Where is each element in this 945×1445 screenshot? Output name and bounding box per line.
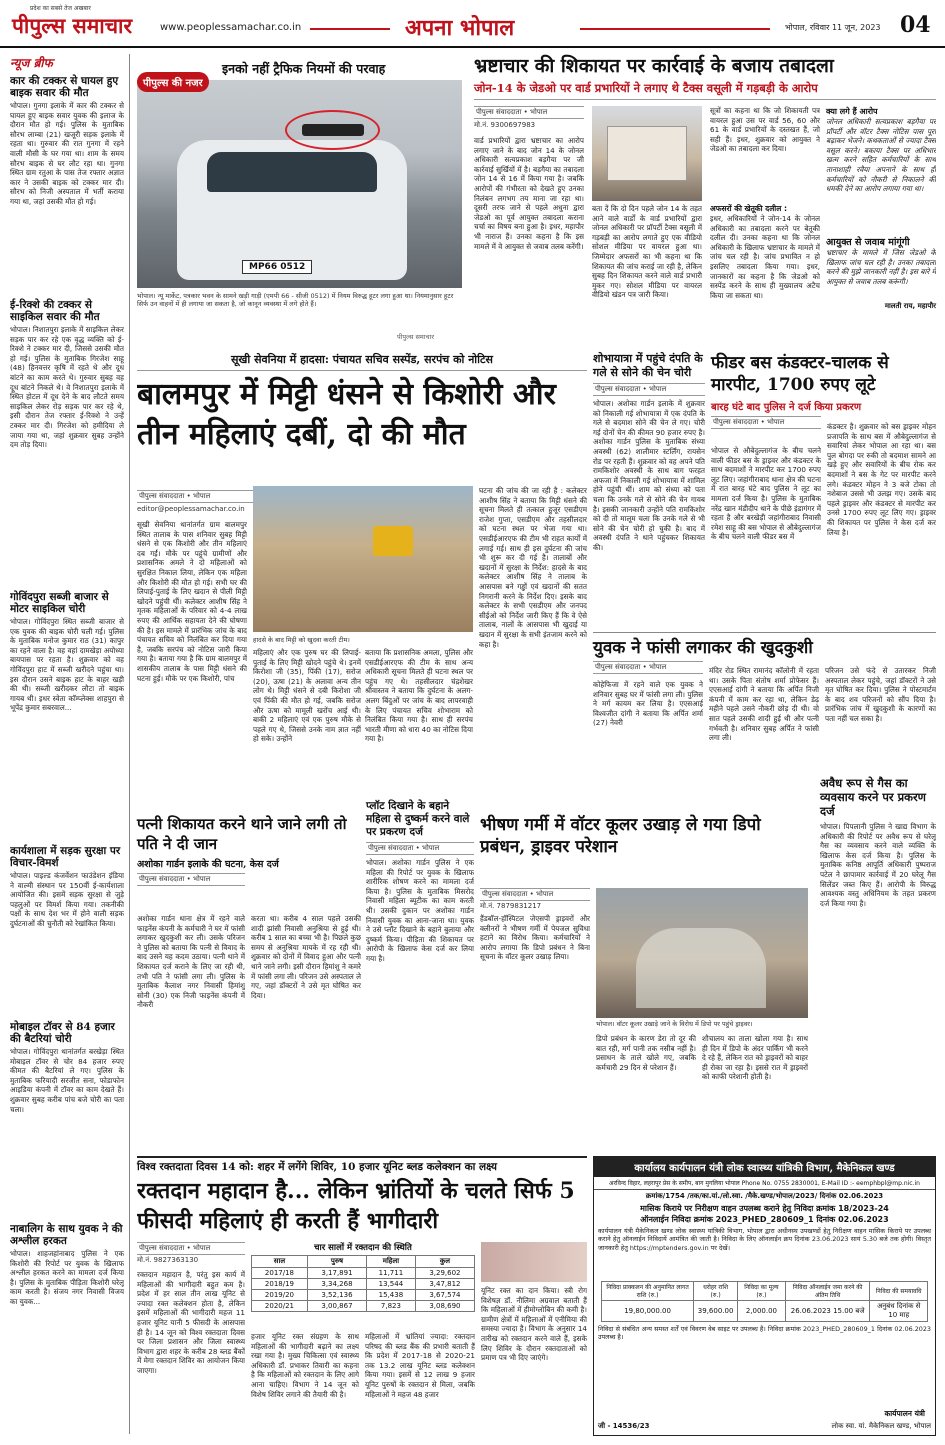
newspaper-logo: पीपुल्स समाचार [12,13,133,38]
chain-theft-text: भोपाल। अशोका गार्डन इलाके में शुक्रवार को निकाली गई शोभायात्रा में एक दंपति के गले से बदमाश सोने की चेन ले गए। चोरी गई दोनों चेन की कीमत 90 हजार रुपए है। अशोका गार्डन पुलिस के मुताबिक संध्या अवस्थी (62) शालीमार स्टर्लिंग, रायसेन रोड पर रहती हैं। शुक्रवार को वह अपने पति रामकिशोर अवस्थी के साथ बाग फरहत अफजा में निकाली गई शोभायात्रा में शामिल होने पहुंची थीं। शाम को संध्या को पता चला कि उनके गले से सोने की चेन गायब है। इसकी जानकारी उन्होंने पति रामकिशोर को दी तो मालूम चला कि उनके गले से भी सोने की चेन चोरी हो चुकी है। बाद में अवस्थी दंपति ने थाने पहुंचकर शिकायत की। [593,399,705,552]
blood-col-1: रक्तदान महादान है, परंतु इस कार्य में महिलाओं की भागीदारी बहुत कम है। प्रदेश में हर साल तीन लाख यूनिट से ज्यादा रक्त कलेक्शन होता है, लेकिन इसमें महिलाओं की भागीदारी महज 11 हजार यूनिट यानी 5 फीसदी के आसपास ही है। 14 जून को विश्व रक्तदाता दिवस पर जिला प्रशासन और जिला स्वास्थ्य विभाग द्वारा शहर के करीब 28 ब्लड बैंकों में मेगा रक्तदान शिविर का आयोजन किया जाएगा। [137,1270,245,1375]
news-brief-column [10,54,130,1434]
chain-theft-story [593,352,705,627]
blood-byline: पीपुल्स संवाददाता • भोपाल [137,1242,245,1255]
brief-body-1: भोपाल। गुनगा इलाके में कार की टक्कर से घायल हुए बाइक सवार युवक की इलाज के दौरान मौत हो गई। पुलिस के मुताबिक सौरभ लाम्बा (21) खजूरी सड़क इलाके में रहता था। गुरुवार की रात गुनगा में रहने वाली मौसी के घर गया था। शाम के समय सौरभ बाइक से घर लौट रहा था। गुनगा स्थित ग्राम रतुआ के पास तेज रफ्तार अज्ञात कार ने उसकी बाइक को टक्कर मार दी। सौरभ को निजी अस्पताल में भर्ती कराया गया था, जहां उसकी मौत हो गई। [10,101,124,206]
table-cell: 3,47,812 [415,1279,474,1290]
suicide-byline: पीपुल्स संवाददाता • भोपाल [593,661,703,674]
table-cell: 19,80,000.00 [601,1301,694,1322]
illegal-gas-headline: अवैध रूप से गैस का व्यवसाय करने पर प्रकरण दर्ज [820,776,926,818]
feeder-bus-story [711,352,936,627]
brief-body-2: भोपाल। निशातपुरा इलाके में साइकिल लेकर सड़क पार कर रहे एक वृद्ध व्यक्ति को ई-रिक्शे ने टक्कर मार दी, जिससे उसकी मौत हो गई। पुलिस के मुताबिक गिरजेश साहू (48) हिनवत्तर कृषि में रहते थे और दूध बांटने का काम करते थे। गुरुवार सुबह वह दूध बांटने निकले थे। वे निशातपुरा इलाके में स्थित होटल में दूध देने के बाद लौटते समय साइकिल लेकर रोड़ सड़क पार कर रहे थे, इसी दौरान तेज रफ्तार ई-रिक्शे ने उन्हें टक्कर मार दी। गिरजेश को हमीदिया ले जाया गया था, जहां शुक्रवार सुबह उन्होंने दम तोड़ दिया। [10,325,124,450]
lead-headline: बालमपुर में मिट्टी धंसने से किशोरी और तीन महिलाएं दबीं, दो की मौत [137,377,556,452]
corruption-col-3b: इधर, अधिकारियों ने जोन-14 के जोनल अधिकारी का तबादला करने पर बेतूकी दलील दी। उनका कहना था कि जोनल अधिकारी के खिलाफ भ्रष्टाचार के मामले में जांच चल रही है। जांच प्रभावित न हो इसलिए तबादला किया गया। इधर, जानकारों का कहना है कि जेडओ को सस्पेंड करने के साथ ही मुख्यालय अटैच किया जा सकता था। [710,214,820,300]
tender-signature-office: लोक स्वा. यां. मैकेनिकल खण्ड, भोपाल [831,1422,931,1430]
plot-text: भोपाल। अशोका गार्डन पुलिस ने एक महिला की रिपोर्ट पर युवक के खिलाफ शारीरिक शोषण करने का मामला दर्ज किया है। पुलिस के मुताबिक मिसरोद निवासी महिला ब्यूटीक का काम करती थी। उसकी दुकान पर अशोका गार्डन निवासी युवक का आना-जाना था। युवक ने उसे प्लॉट दिखाने के बहाने बुलाया और दुष्कर्म किया। पीड़िता की शिकायत पर आरोपी के खिलाफ केस दर्ज कर लिया गया है। [366,858,474,963]
corruption-subhead: जोन-14 के जेडओ पर वार्ड प्रभारियों ने लगाए थे टैक्स वसूली में गड़बड़ी के आरोप [474,81,936,100]
water-cooler-mobile: मो.नं. 7879831217 [480,902,542,910]
table-row [601,1301,927,1322]
blood-stats-table-box [251,1242,475,1328]
allegations-heading: क्या लगे हैं आरोप [826,107,878,116]
tender-title-1: मासिक किराये पर निरीक्षण वाहन उपलब्ध कराने हेतु निविदा क्रमांक 18/2023-24 [640,1204,889,1213]
blood-table-header: महिला [367,1256,416,1268]
brief-headline-6: नाबालिग के साथ युवक ने की अश्लील हरकत [10,1223,123,1247]
suicide-story [593,632,936,772]
corruption-mobile: मो.नं. 9300697983 [474,121,536,129]
suicide-col-1: कोहेफिजा में रहने वाले एक युवक ने शनिवार सुबह घर में फांसी लगा ली। पुलिस ने मर्ग कायम कर लिया है। एएसआई विश्वजीत दांगी ने बताया कि अर्पित शर्मा (27) नेवरी [593,680,703,728]
corruption-col-2: बता दें कि दो दिन पहले जोन 14 के तहत आने वाले वार्डों के वार्ड प्रभारियों द्वारा जोनल अधिकारी पर प्रॉपर्टी टैक्स वसूली में गड़बड़ी का आरोप लगाते हुए एक वीडियो सोशल मीडिया पर वायरल हुआ था। जिम्मेदार अफसरों का भी कहना था कि शिकायत की जांच कराई जा रही है, लेकिन सुबह दिन शिकायत करने वाले वार्ड प्रभारी मुकर गए। सोशल मीडिया पर वायरल वीडियो खंडन पत्र जारी किया। [592,204,702,300]
depot-drivers-photo [596,888,808,1018]
water-cooler-col-3: शौचालय का ताला खोला गया है। साथ ही दिन में डिपो के अंदर पार्किंग भी करने दे रहे हैं, लेकिन रात को ड्राइवरों को बाहर ही रोका जा रहा है। इससे रात में ड्राइवरों को काफी परेशानी होती है। [702,1034,808,1082]
municipal-building-photo [592,106,702,201]
table-cell: 39,600.00 [694,1301,738,1322]
brief-body-4: भोपाल। पाइल्ड कंजर्वेशन फाउंडेशन इंडिया ने वाल्मी संस्थान पर 150वीं ई-कार्यशाला आयोजित की। इसमें सड़क सुरक्षा से जुड़े पहलुओं पर विमर्श किया गया। तकनीकी पक्षों के साथ देश भर में होने वाली सड़क दुर्घटनाओं की चुनौती को रेखांकित किया। [10,871,124,928]
suicide-col-3: परिजन उसे फंदे से उतारकर निजी अस्पताल लेकर पहुंचे, जहां डॉक्टरों ने उसे मृत घोषित कर दिया। पुलिस ने पोस्टमार्टम के बाद शव परिजनों को सौंप दिया है। प्रारंभिक जांच में खुदकुशी के कारणों का पता नहीं चल सका है। [825,666,936,723]
plot-byline: पीपुल्स संवाददाता • भोपाल [366,842,474,855]
excavator [373,526,413,556]
table-cell: 2020/21 [252,1301,308,1312]
tender-signature: कार्यपालन यंत्री [884,1409,925,1418]
table-cell: 3,17,891 [307,1268,366,1279]
table-cell: 13,544 [367,1279,416,1290]
lead-email[interactable]: editor@peoplessamachar.co.in [137,505,245,513]
table-row [252,1290,475,1301]
feeder-bus-subhead: बारह घंटे बाद पुलिस ने दर्ज किया प्रकरण [711,402,862,413]
blood-table-header: पुरुष [307,1256,366,1268]
table-cell: 2017/18 [252,1268,308,1279]
husband-headline: पत्नी शिकायत करने थाने जाने लगी तो पति ने दी जान [137,815,347,853]
brief-body-5: भोपाल। गोविंदपुरा थानांतर्गत बरखेड़ा स्थित मोबाइल टॉवर से चोर 84 हजार रुपए कीमत की बैटरियां ले गए। पुलिस के मुताबिक फरियादी सरजीत सना, फोडाफोन आइडिया कंपनी में टॉवर का काम देखते हैं। शुक्रवार सुबह करीब पांच बजे चोरी का पता चला। [10,1047,124,1114]
mayor-quote-text: भ्रष्टाचार के मामले में जिस जेडओ के खिलाफ जांच चल रही है। उनका तबादला करने की मुझे जानकारी नहीं है। इस बारे में आयुक्त से जवाब तलब करूंगी। [826,248,936,286]
table-cell: 3,00,867 [307,1301,366,1312]
water-cooler-col-2: डिपो प्रबंधन के कारण डेरा तो दूर की बात रही, मर्ग पानी तक नसीब नहीं है। प्रसाधन के ताले खोले गए, जबकि कर्मचारी 29 दिन से परेशान हैं। [596,1034,696,1072]
husband-byline: पीपुल्स संवाददाता • भोपाल [137,873,245,886]
corruption-col-3: सूत्रों का कहना था कि जो शिकायती पत्र वायरल हुआ उस पर वार्ड 56, 60 और 61 के वार्ड प्रभारियों के दस्तखत हैं, जो सही हैं। इधर, शुक्रवार को आयुक्त ने जेडओ का तबादला कर दिया। [710,106,820,154]
brief-headline-5: मोबाइल टॉवर से 84 हजार की बैटरियां चोरी [10,1021,115,1045]
mayor-signature: मालती राय, महापौर [884,302,936,310]
table-cell: 3,34,268 [307,1279,366,1290]
blood-donation-photo [481,1242,587,1282]
suicide-headline: युवक ने फांसी लगाकर की खुदकुशी [593,632,936,658]
tender-office: कार्यालय कार्यपालन यंत्री लोक स्वास्थ्य यांत्रिकी विभाग, मैकेनिकल खण्ड [594,1157,935,1177]
allegations-text: जोनल अधिकारी सत्यप्रकाश बड़गैया पर प्रॉपर्टी और वॉटर टैक्स नोटिस पास पूरा बढ़ाकर भेजने। कथकताओं से ज्यादा टैक्स वसूल करने। बकाया टैक्स पर अधिभार खत्म करने सहित कर्मचारियों के साथ तानाशाही रवैया अपनाने के साथ ही कर्मचारियों को नौकरी से निकालने की धमकी देने का आरोप लगाया गया था। [826,117,936,194]
brief-headline-1: कार की टक्कर से घायल हुए बाइक सवार की मौत [10,75,119,99]
masthead-url[interactable]: www.peoplessamachar.co.in [160,22,302,33]
building-facade [607,126,687,181]
table-row [252,1279,475,1290]
illegal-gas-story [820,776,936,1150]
brief-headline-2: ई-रिक्शे की टक्कर से साइकिल सवार की मौत [10,299,100,323]
lead-story [137,352,587,770]
feeder-bus-col-2: कंडक्टर है। शुक्रवार को बस ड्राइवर मोहन प्रजापति के साथ बस में औबेदुल्लागंज से सवारियां लेकर भोपाल आ रहा था। बस पुल बोगदा पर रुकी तो बदमाश सामने आ खड़े हुए और सवारियों के बीच रोक कर बदमाशों ने बस के गेट पर मारपीट करने लगे। कंडक्टर मोहन ने 3 बजे टोका तो नशेबाज उससे भी उलझ गए। उसके बाद पहले ड्राइवर और कंडक्टर से मारपीट कर उनसे 1700 रुपए लूट लिए गए। ड्राइवर की शिकायत पर पुलिस ने केस दर्ज कर लिया है। [827,422,936,537]
table-cell: 3,08,690 [415,1301,474,1312]
tender-table-header: निविदा प्राक्कलन की अनुमानित लागत राशि (रु.) [601,1282,694,1301]
tender-table-header: धरोहर राशि (रु.) [694,1282,738,1301]
table-cell: 2019/20 [252,1290,308,1301]
tender-notice [593,1156,936,1436]
water-cooler-story [480,814,810,1150]
masthead [0,0,945,48]
table-cell: 15,438 [367,1290,416,1301]
table-cell: 7,823 [367,1301,416,1312]
tender-footnote: निविदा से संबंधित अन्य समस्त शर्तें एवं विवरण वेब साइट पर उपलब्ध है। निविदा क्रमांक 2023_PHED_280609_1 दिनांक 02.06.2023 उपलब्ध है। [598,1325,931,1342]
lead-col-4: घटना की जांच की जा रही है : कलेक्टर आशीष सिंह ने बताया कि मिट्टी धंसने की सूचना मिलते ही तत्काल हुजूर एसडीएम राजेश गुप्ता, एसडीएम और तहसीलदार को घटना स्थल पर भेजा गया था। एसडीईआरएफ की टीम भी राहत कार्यों में लगाई गई। साथ ही इस दुर्घटना की जांच भी शुरू कर दी गई है। तालाबों और खदानों में सुरक्षा के निर्देश: हादसे के बाद कलेक्टर आशीष सिंह ने तालाब के आसपास बने गड्ढों एवं खदानों की सतत निगरानी करने के निर्देश दिए। इसके बाद कलेक्टर के सभी एसडीएम और जनपद सीईओ को निर्देश जारी किए हैं कि वे ऐसे तालाब, नालों के आसपास भी खुदाई या खदान में सुरक्षा के सभी इंतजाम करने को कहा है। [479,486,587,649]
tender-table [601,1281,928,1322]
blood-stats-table [251,1255,475,1312]
lead-col-1: सूखी सेवनिया थानांतर्गत ग्राम बालमपुर स्थित तालाब के पास शनिवार सुबह मिट्टी धंसने से एक किशोरी और तीन महिलाएं दब गईं। मौके पर पहुंचे ग्रामीणों और प्रशासनिक अमले ने दो महिलाओं को सुरक्षित निकाल लिया, लेकिन एक महिला और किशोरी की मौत हो गई। सभी घर की लिपाई-पुताई के लिए खदान से पीली मिट्टी खोदने पहुंची थीं। कलेक्टर आशीष सिंह ने मृतक महिलाओं के परिवार को 4-4 लाख रुपए की आर्थिक सहायता देने की घोषणा की है। इस मामले में प्रारंभिक जांच के बाद पंचायत सचिव को निलंबित कर दिया गया है, जबकि सरपंच को नोटिस जारी किया गया है। बताया गया है कि ग्राम बालमपुर में शासकीय तालाब के पास मिट्टी धंसने की घटना हुई। मौके पर एक किशोरी, पांच [137,520,247,683]
brief-headline-3: गोविंदपुरा सब्जी बाजार से मोटर साइकिल चोरी [10,591,109,615]
allegations-box [826,106,936,346]
table-cell: 11,711 [367,1268,416,1279]
tender-code: जी - 14536/23 [598,1422,650,1430]
section-title: अपना भोपाल [405,15,515,41]
water-cooler-col-1: हैंडबॉल-हॉस्पिटल जेएसपी ड्राइवरों और क्लीनरों ने भीषण गर्मी में पेयजल सुविधा हटाने का विरोध किया। कर्मचारियों ने आरोप लगाया कि डिपो प्रबंधन ने बिना सूचना के वॉटर कूलर उखाड़ लिया। [480,914,590,962]
depot-photo-caption: भोपाल। वॉटर कूलर उखाड़े जाने के विरोध में डिपो पर पहुंचे ड्राइवर। [596,1020,753,1028]
table-cell: अनुबंध दिनांक से 10 माह [870,1301,928,1322]
tender-title-2: ऑनलाईन निविदा क्रमांक 2023_PHED_280609_1 दिनांक 02.06.2023 [640,1215,889,1224]
landslide-photo [253,486,473,632]
table-cell: 2,000.00 [737,1301,785,1322]
photo-badge: पीपुल्स की नजर [137,72,209,92]
feeder-bus-headline: फीडर बस कंडक्टर-चालक से मारपीट, 1700 रुपए लूटे [711,353,889,395]
blood-mobile: मो.नं. 9827363130 [137,1256,199,1264]
table-row [252,1301,475,1312]
table-row [252,1268,475,1279]
corruption-col-3-subhead: अफसरों की खेतूकी दलील : [710,204,787,213]
photo-feature [137,54,462,344]
news-brief-label: न्यूज ब्रीफ [10,56,53,70]
tender-body: कार्यपालन यंत्री मैकेनिकल खण्ड लोक स्वास्थ्य यांत्रिकी विभाग, भोपाल द्वारा अधीनस्थ उपखण्डों हेतु निरीक्षण वाहन मासिक किराये पर उपलब्ध कराने हेतु ऑनलाईन निविदायें आमंत्रित की जाती है। निविदा के लिए ऑनलाईन क्रय दिनांक 23.06.2023 सायं 5.30 बजे तक होगी। विस्तृत जानकारी हेतु https://mptenders.gov.in पर देखें। [598,1227,931,1252]
lead-byline: पीपुल्स संवाददाता • भोपाल [137,490,287,503]
mayor-quote-heading: आयुक्त से जवाब मांगूंगी [826,237,910,248]
husband-subhead: अशोका गार्डन इलाके की घटना, केस दर्ज [137,859,279,870]
blood-headline: रक्तदान महादान है... लेकिन भ्रांतियों के चलते सिर्फ 5 फीसदी महिलाएं ही करती हैं भागीदारी [137,1178,575,1234]
dateline: भोपाल, रविवार 11 जून, 2023 [785,23,881,32]
car-photo [137,80,462,288]
table-cell: 2018/19 [252,1279,308,1290]
lead-col-3: बताया कि प्रशासनिक अमला, पुलिस और एसडीईआरएफ की टीम के साथ अन्य अधिकारी सूचना मिलते ही घटना स्थल पर पहुंच गए थे। तहसीलदार चंद्रशेखर श्रीवास्तव ने बताया कि दुर्घटना के अलग-अलग बिंदुओं पर जांच के बाद लापरवाही के लिए पंचायत सचिव शोभाराम को निलंबित किया गया है। साथ ही सरपंच भारती मीणा को धारा 40 का नोटिस दिया गया है। [365,648,473,744]
corruption-headline: भ्रष्टाचार की शिकायत पर कार्रवाई के बजाय तबादला [474,55,834,77]
corruption-col-1: वार्ड प्रभारियों द्वारा भ्रष्टाचार का आरोप लगाए जाने के बाद जोन 14 के जोनल अधिकारी सत्यप्रकाश बड़गैया पर जी कार्रवाई सुर्खियों में है। बड़गैया का तबादला जोन 14 से 16 में किया गया है। जबकि आरोपों की गंभीरता को देखते हुए उनका निलंबन लगभग तय माना जा रहा था। दूसरी तरफ जाने से पहले अधुना द्वारा जेडओ का पूर्व आयुक्त तबादला कराना चर्चा का विषय बना हुआ है। इधर, महापौर भी नाराज हैं। उनका कहना है कि इस मामले में वे आयुक्त से जवाब तलब करेंगी। [474,136,584,251]
masthead-rule-2 [580,28,770,30]
blood-donation-story [137,1156,587,1436]
lead-kicker: सूखी सेवनिया में हादसा: पंचायत सचिव सस्पेंड, सरपंच को नोटिस [137,352,587,371]
photo-credit: पीपुल्स समाचार [397,333,434,341]
blood-table-header: कुल [415,1256,474,1268]
table-cell: 3,52,136 [307,1290,366,1301]
husband-col-2: करता था। करीब 4 साल पहले उसकी शादी झांसी निवासी अनुश्रिया से हुई थी। करीब 1 साल का बच्चा भी है। पिछले कुछ समय से अनुश्रिया मायके में रह रही थी। शुक्रवार को दोनों में विवाद हुआ और पत्नी थाने जाने लगी। इसी दौरान हिमांशु ने कमरे में फांसी लगा ली। परिजन उसे अस्पताल ले गए, जहां डॉक्टरों ने उसे मृत घोषित कर दिया। [251,914,361,1000]
husband-story [137,814,361,1150]
tender-table-header: निविदा ऑनलाईन जमा करने की अंतिम तिथि [785,1282,869,1301]
feeder-bus-byline: पीपुल्स संवाददाता • भोपाल [711,416,821,429]
corruption-byline: पीपुल्स संवाददाता • भोपाल [474,106,584,119]
landslide-photo-caption: हादसे के बाद मिट्टी को खुदवा करती टीम। [253,636,350,644]
tender-reference: क्रमांक/1754 /तक/का.यां./लो.स्वा. /मैके.खण्ड/भोपाल/2023/ दिनांक 02.06.2023 [645,1192,884,1200]
brief-body-3: भोपाल। गोविंदपुरा स्थित सब्जी बाजार से एक युवक की बाइक चोरी चली गई। पुलिस के मुताबिक मनोज कुमार राठ (31) कापुर का रहने वाला है। वह वहां दामखेड़ा अयोध्या बायपास पर रहता है। शुक्रवार को वह गोविंदपुरा हाट में सब्जी खरीदने पहुंचा था। इस दौरान उसने बाइक हाट के बाहर खड़ी की थी। सब्जी खरीदकर लौटा तो बाइक गायब थी। इधर स्वेता कॉम्प्लेक्स शाहपुरा से भूपेंद्र कुमार सबरवाल... [10,617,124,713]
car-windshield [207,152,377,192]
drivers-group [636,928,766,1008]
corruption-story [474,54,936,350]
table-cell: 3,67,574 [415,1290,474,1301]
lead-col-2: महिलाएं और एक पुरुष घर की लिपाई-पुताई के लिए मिट्टी खोदने पहुंचे थे। इनमें किरोशा जी (35), पिंकी (17), सरोज (20), ऊषा (21) के अलावा अन्य तीन लोग थे। मिट्टी धंसने से दबी किरोशा जी एवं पिंकी की मौत हो गई, जबकि सरोज और ऊषा को मामूली खरोंच आई थी। बाकी 2 महिलाएं एवं एक पुरुष मौके से पहले गए थे, जिससे उनके नाम ज्ञात नहीं हो सके। उन्होंने [253,648,361,744]
hooter-device [302,124,364,136]
illegal-gas-text: भोपाल। पिपलानी पुलिस ने खाद्य विभाग के अधिकारी की रिपोर्ट पर अवैध रूप से घरेलू गैस का व्यवसाय करने वाले व्यक्ति के खिलाफ केस दर्ज किया है। पुलिस के मुताबिक कनिष्ठ आपूर्ति अधिकारी पुष्पराज पटेल ने छापामार कार्रवाई में 20 घरेलू गैस सिलेंडर जब्त किए हैं। आरोपी के विरुद्ध आवश्यक वस्तु अधिनियम के तहत प्रकरण दर्ज किया गया है। [820,822,936,908]
number-plate: MP66 0512 [242,260,312,274]
husband-col-1: अशोका गार्डन थाना क्षेत्र में रहने वाले फाइनेंस कंपनी के कर्मचारी ने घर में फांसी लगाकर खुदकुशी कर ली। उसके परिजन ने पुलिस को बताया कि पत्नी से विवाद के बाद उसने यह कदम उठाया। पत्नी थाने में शिकायत दर्ज कराने के लिए जा रही थी, तभी पति ने फांसी लगा ली। पुलिस के मुताबिक कैलाश नगर निवासी हिमांशु सोनी (30) एक निजी फाइनेंस कंपनी में नौकरी [137,914,245,1010]
photo-caption: भोपाल। न्यू मार्केट, पत्रकार भवन के सामने खड़ी गाड़ी (एमपी 66 - सीजी 0512) में नियम विरुद्ध हूटर लगा हुआ था। नियमानुसार हूटर सिर्फ उन वाहनों में ही लगाया जा सकता है, जो कानून व्यवस्था में लगे होते हैं। [137,292,454,308]
tender-table-header: निविदा की समयावधि [870,1282,928,1301]
chain-theft-headline: शोभायात्रा में पहुंचे दंपति के गले से सोने की चेन चोरी [593,352,703,379]
blood-col-4: यूनिट रक्त का दान किया। स्त्री रोग विशेषज्ञ डॉ. नीलिमा अग्रवाल बताती हैं कि महिलाओं में हीमोग्लोबिन की कमी है। ग्रामीण क्षेत्रों में महिलाओं में एनीमिया की समस्या ज्यादा है। विभाग के अनुसार 14 तारीख को रक्तदान करने वाले हैं, इसके लिए शिविर के दौरान रक्तदाताओं को प्रमाण पत्र भी दिए जाएंगे। [481,1286,587,1363]
masthead-tagline: प्रदेश का सबसे तेज अखबार [30,5,91,12]
suicide-col-2: मंदिर रोड स्थित रामानंद कॉलोनी में रहता था। उसके पिता संतोष शर्मा प्रोफेसर हैं। एएसआई दांगी ने बताया कि अर्पित निजी कंपनी में काम कर रहा था, लेकिन डेढ़ महीने पहले उसने नौकरी छोड़ दी थी। वो सात पहले उसकी शादी हुई थी और पत्नी गर्भवती है। शनिवार सुबह अर्पित ने फांसी लगा ली। [709,666,819,743]
masthead-rule [310,28,390,30]
brief-body-6: भोपाल। शाहजहांनाबाद पुलिस ने एक किशोरी की रिपोर्ट पर युवक के खिलाफ अश्लील हरकत करने का मामला दर्ज किया है। पुलिस के मुताबिक पीड़िता किशोरी घरेलू काम करती है। संजय नगर निवासी विजय का युवक... [10,1249,124,1306]
tender-address: अरविन्द विहार, लहरापुर प्रेस के समीप, बाग मुगलिया भोपाल Phone No. 0755 2830001, E-Mail ID :- eemphbpl@mp.nic.in [594,1177,935,1190]
chain-theft-byline: पीपुल्स संवाददाता • भोपाल [593,383,705,396]
table-cell: 26.06.2023 15.00 बजे [785,1301,869,1322]
blood-col-3: महिलाओं में भ्रांतियां ज्यादा: रक्तदान परिषद की ब्लड बैंक की प्रभारी बताती हैं कि प्रदेश में 2017-18 से 2020-21 तक 13.2 लाख यूनिट ब्लड कलेक्शन किया गया। इसमें से 12 लाख 9 हजार यूनिट पुरुषों के रक्तदान से मिला, जबकि महिलाओं ने महज 48 हजार [365,1332,475,1399]
blood-kicker: विश्व रक्तदाता दिवस 14 को: शहर में लगेंगे शिविर, 10 हजार यूनिट ब्लड कलेक्शन का लक्ष्य [137,1156,587,1174]
water-cooler-byline: पीपुल्स संवाददाता • भोपाल [480,888,590,901]
feeder-bus-col-1: भोपाल से औबेदुल्लागंज के बीच चलने वाली फीडर बस के ड्राइवर और कंडक्टर के साथ बदमाशों ने मारपीट कर 1700 रुपए लूट लिए। जहांगीराबाद थाना क्षेत्र की घटना में रात बारह घंटे बाद पुलिस ने लूट का मामला दर्ज किया है। पुलिस के मुताबिक नरेंद्र खान मंडीदीप थाने के पीछे इंडागंगर में रहता है और बरखेड़ी जहांगीराबाद निवासी रमेश साहू की बस भोपाल से औबेदुल्लागंज के बीच चलने वाली फीडर बस में [711,446,821,542]
blood-col-2: हजार यूनिट रक्त संग्रहण के साथ महिलाओं की भागीदारी बढ़ाने का लक्ष्य रखा गया है। मुख्य चिकित्सा एवं स्वास्थ्य अधिकारी डॉ. प्रभाकर तिवारी का कहना है कि महिलाओं को रक्तदान के लिए आगे आना चाहिए। विभाग ने 14 जून को विशेष शिविर लगाने की तैयारी की है। [251,1332,359,1399]
photo-feature-headline: इनको नहीं ट्रैफिक नियमों की परवाह [222,61,386,76]
plot-story [366,800,474,1150]
water-cooler-headline: भीषण गर्मी में वॉटर कूलर उखाड़ ले गया डिपो प्रबंधन, ड्राइवर परेशान [480,815,761,857]
tender-table-header: निविदा का मूल्य (रु.) [737,1282,785,1301]
table-cell: 3,29,602 [415,1268,474,1279]
blood-table-header: साल [252,1256,308,1268]
blood-table-title: चार सालों में रक्तदान की स्थिति [314,1243,412,1253]
plot-headline: प्लॉट दिखाने के बहाने महिला से दुष्कर्म करने वाले पर प्रकरण दर्ज [366,800,470,838]
brief-headline-4: कार्यशाला में सड़क सुरक्षा पर विचार-विमर्श [10,845,121,869]
page-number: 04 [900,12,931,38]
